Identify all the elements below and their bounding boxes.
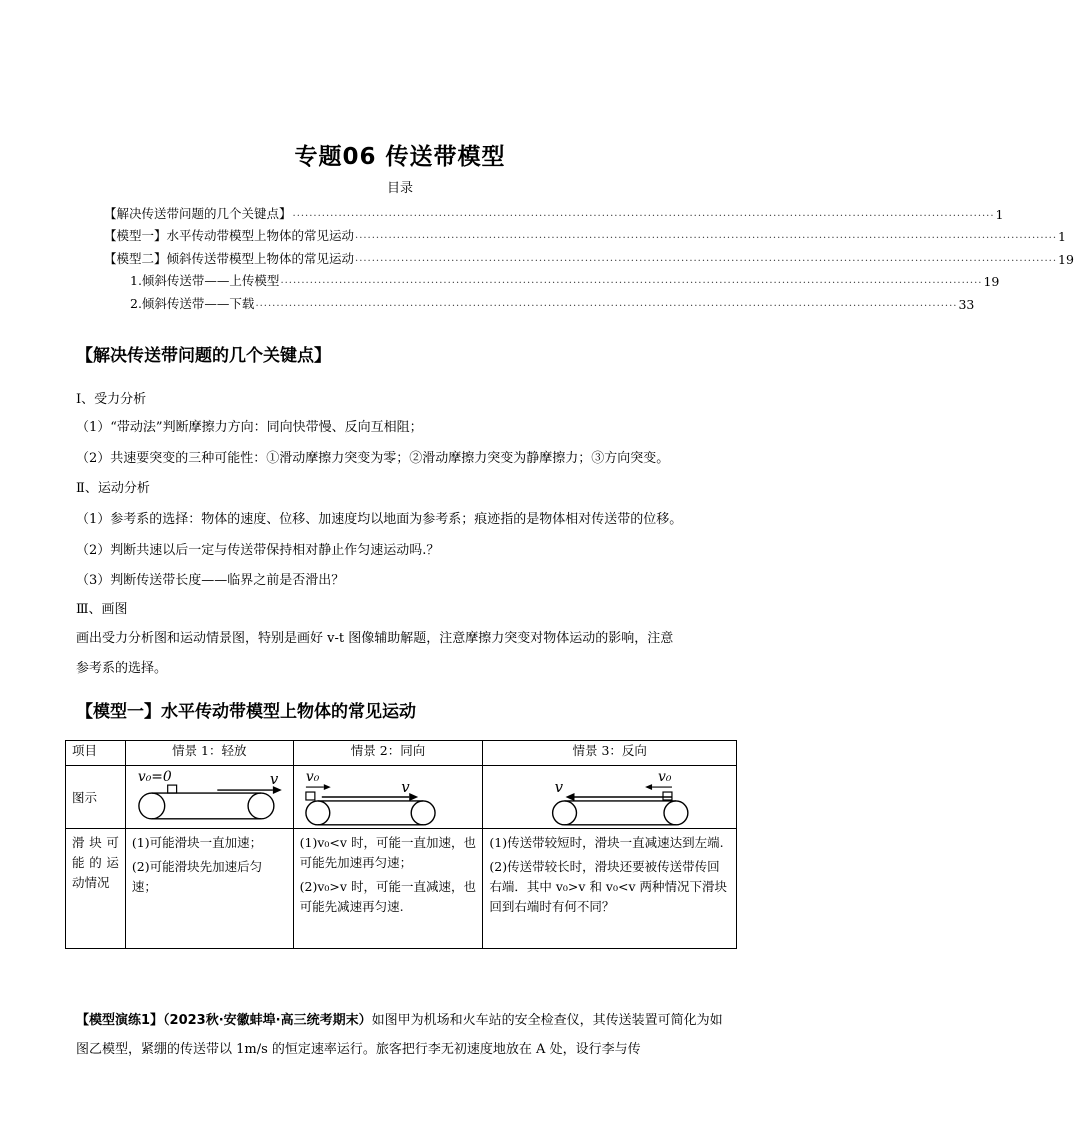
- toc-entry[interactable]: [104, 199, 1004, 222]
- section-heading-model-one: 【模型一】水平传动带模型上物体的常见运动: [76, 702, 416, 722]
- paragraph-line: 参考系的选择。: [76, 661, 168, 676]
- paragraph-line: （2）判断共速以后一定与传送带保持相对静止作匀速运动吗.？: [76, 543, 440, 558]
- arrow-head: [323, 784, 330, 790]
- left-roller: [553, 801, 577, 825]
- toc-entry-text: 【模型二】倾斜传送带模型上物体的常见运动: [104, 250, 355, 266]
- table-header-cell: 情景 1：轻放: [125, 741, 293, 766]
- toc-entry-text: 【模型一】水平传动带模型上物体的常见运动: [104, 228, 355, 243]
- belt-diagram-scenario-1: [126, 766, 293, 828]
- toc-heading: 目录: [386, 181, 413, 196]
- toc-entry-page: 1: [1058, 229, 1066, 244]
- table-of-contents: [104, 199, 1074, 312]
- table-row-descriptions: [66, 829, 737, 949]
- arrow-head: [409, 793, 418, 801]
- toc-leader-dots: ........................................................................................................................................................................: [280, 275, 983, 286]
- table-header-cell: 项目: [66, 741, 126, 766]
- table-header-cell: 情景 3：反向: [483, 741, 737, 766]
- label-v-belt: v: [269, 770, 279, 789]
- toc-entry-page: 19: [1058, 251, 1074, 267]
- figure-scenario-2: [293, 766, 483, 829]
- toc-entry-text: 1.倾斜传送带——上传模型: [130, 273, 280, 288]
- slider-block: [306, 792, 315, 800]
- toc-entry-text: 【解决传送带问题的几个关键点】: [104, 205, 292, 221]
- row-label-motion: 滑块可能的运动情况: [66, 829, 126, 949]
- paragraph-line: Ⅱ、运动分析: [76, 481, 150, 496]
- desc-item: (2)传送带较长时，滑块还要被传送带传回右端．其中 v₀>v 和 v₀<v 两种情况下滑块回到右端时有何不同？: [489, 859, 728, 914]
- arrow-head: [566, 793, 575, 801]
- desc-item: (2)v₀>v 时，可能一直减速，也可能先减速再匀速.: [299, 879, 476, 914]
- toc-entry[interactable]: [104, 244, 1074, 267]
- label-v0-zero: v₀=0: [137, 769, 172, 786]
- toc-entry[interactable]: [104, 267, 1000, 290]
- left-roller: [139, 793, 165, 819]
- desc-scenario-1: [125, 829, 293, 949]
- belt-diagram-scenario-2: [294, 766, 483, 828]
- paragraph-line: （1）参考系的选择：物体的速度、位移、加速度均以地面为参考系；痕迹指的是物体相对传送带的位移。: [76, 512, 683, 527]
- practice-tag: 【模型演练1】: [76, 1013, 164, 1028]
- toc-leader-dots: ........................................................................................................................................................................: [355, 252, 1058, 264]
- practice-text: 如图甲为机场和火车站的安全检查仪，其传送装置可简化为如图乙模型，紧绷的传送带以 1m/s 的恒定速率运行。旅客把行李无初速度地放在 A 处，设行李与传: [76, 1013, 723, 1057]
- table-header-cell: 情景 2：同向: [293, 741, 483, 766]
- slider-block: [168, 785, 177, 793]
- toc-leader-dots: ........................................................................................................................................................................: [292, 207, 995, 219]
- right-roller: [411, 801, 435, 825]
- table-header-row: [66, 741, 737, 766]
- paragraph-line: Ⅲ、画图: [76, 602, 128, 617]
- toc-entry-page: 19: [983, 274, 1000, 289]
- practice-source: （2023秋·安徽蚌埠·高三统考期末）: [163, 1013, 372, 1028]
- desc-item: (1)可能滑块一直加速；: [131, 835, 263, 850]
- comparison-table: [65, 740, 737, 949]
- toc-entry[interactable]: [104, 222, 1066, 245]
- left-roller: [306, 801, 330, 825]
- belt-diagram-scenario-3: [483, 766, 736, 828]
- figure-scenario-1: [125, 766, 293, 829]
- label-v0: v₀: [305, 769, 319, 786]
- label-v0: v₀: [658, 769, 672, 786]
- table-row-figures: [66, 766, 737, 829]
- toc-leader-dots: ........................................................................................................................................................................: [355, 230, 1058, 241]
- toc-entry-page: 33: [958, 296, 975, 312]
- desc-scenario-3: [483, 829, 737, 949]
- figure-scenario-3: [483, 766, 737, 829]
- toc-entry[interactable]: [104, 289, 975, 312]
- paragraph-line: 画出受力分析图和运动情景图，特别是画好 v-t 图像辅助解题，注意摩擦力突变对物体运动的影响，注意: [76, 631, 674, 646]
- label-v-belt: v: [554, 778, 564, 797]
- section-heading-key-points: 【解决传送带问题的几个关键点】: [76, 346, 331, 366]
- desc-item: (1)v₀<v 时，可能一直加速，也可能先加速再匀速；: [299, 835, 476, 870]
- page-title: 专题06 传送带模型: [294, 144, 506, 170]
- row-label-figure: 图示: [66, 766, 126, 829]
- practice-problem: [76, 1006, 728, 1064]
- label-v-belt: v: [400, 778, 410, 797]
- arrow-head: [645, 784, 652, 790]
- toc-leader-dots: ........................................................................................................................................................................: [255, 297, 958, 309]
- right-roller: [248, 793, 274, 819]
- toc-entry-text: 2.倾斜传送带——下载: [130, 295, 255, 311]
- paragraph-line: Ⅰ、受力分析: [76, 392, 147, 407]
- paragraph-line: （3）判断传送带长度——临界之前是否滑出？: [76, 573, 345, 588]
- right-roller: [664, 801, 688, 825]
- desc-item: (2)可能滑块先加速后匀速；: [131, 859, 263, 894]
- paragraph-line: （2）共速要突变的三种可能性：①滑动摩擦力突变为零；②滑动摩擦力突变为静摩擦力；③方向突变。: [76, 451, 670, 466]
- desc-item: (1)传送带较短时，滑块一直减速达到左端.: [489, 835, 724, 850]
- desc-scenario-2: [293, 829, 483, 949]
- paragraph-line: （1）“带动法”判断摩擦力方向：同向快带慢、反向互相阻；: [76, 420, 423, 435]
- slider-block: [663, 792, 672, 800]
- toc-entry-page: 1: [995, 206, 1004, 222]
